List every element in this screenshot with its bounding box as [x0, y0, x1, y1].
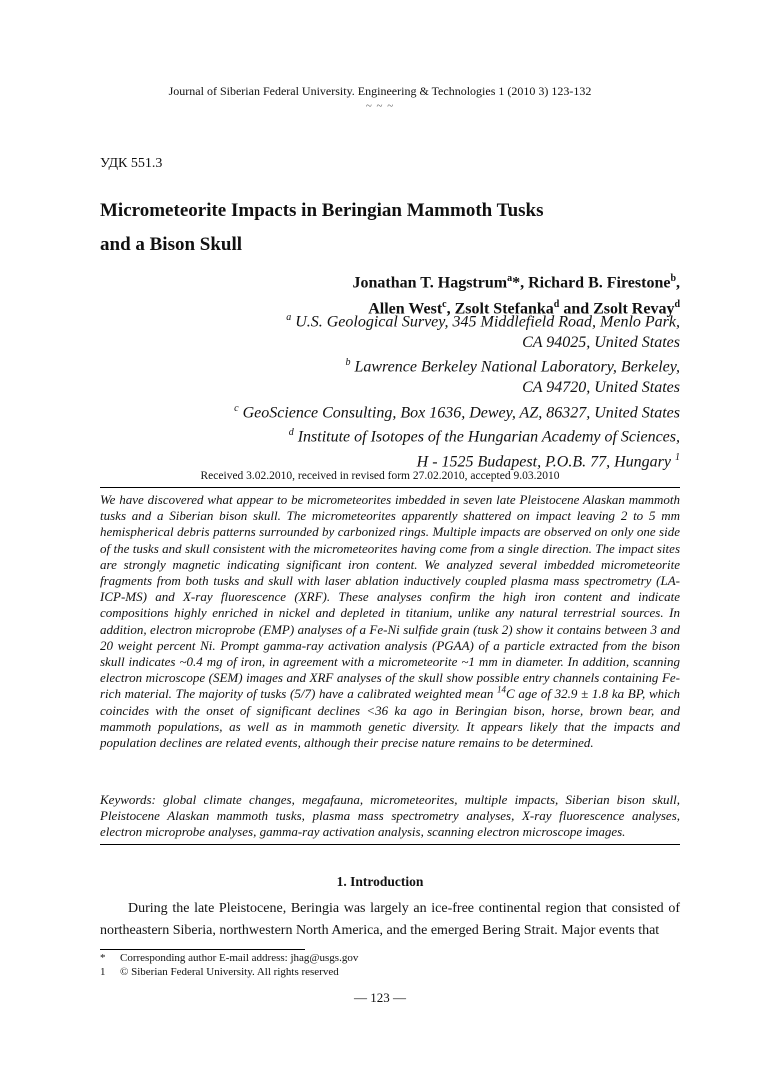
affil-text: Institute of Isotopes of the Hungarian Academy of Sciences, [297, 428, 680, 446]
received-dates: Received 3.02.2010, received in revised form 27.02.2010, accepted 9.03.2010 [200, 470, 560, 482]
affiliation-list [234, 308, 680, 473]
author-separator: , [676, 274, 680, 292]
author-name: Allen West [368, 300, 443, 318]
paper-title [100, 194, 620, 262]
footnote-text: Corresponding author E-mail address: jhag@usgs.gov [120, 952, 359, 964]
page-number: — 123 — [354, 990, 406, 1005]
isotope-sup: 14 [497, 685, 507, 696]
footnote [100, 966, 339, 979]
author-affil-sup: d [674, 299, 680, 311]
author-name: Richard B. Firestone [528, 274, 671, 292]
author-affil-sup: b [670, 273, 676, 284]
footnote-rule [100, 949, 305, 950]
affil-text: U.S. Geological Survey, 345 Middlefield Road, Menlo Park, [295, 313, 680, 331]
author-separator: and [559, 300, 594, 318]
journal-header: Journal of Siberian Federal University. Engineering & Technologies 1 (2010 3) 123-132 [168, 84, 592, 98]
affil-sup: b [345, 357, 351, 369]
affil-sup: a [286, 312, 292, 323]
footnote [100, 952, 358, 965]
abstract-top-rule [100, 487, 680, 488]
affil-text: H - 1525 Budapest, P.O.B. 77, Hungary [416, 453, 671, 471]
author-affil-sup: d [553, 299, 560, 311]
affil-text: Lawrence Berkeley National Laboratory, Berkeley, [354, 358, 680, 376]
header-ornament: ~ ~ ~ [365, 100, 395, 112]
affiliation-a-cont: CA 94025, United States [522, 333, 680, 351]
author-name: Jonathan T. Hagstrum [352, 274, 508, 292]
author-line-1 [353, 268, 680, 294]
abstract-text: We have discovered what appear to be micrometeorites imbedded in seven late Pleistocene Alaskan mammoth tusks and a Siberian bison skull. The micrometeorites apparently shattered on impact leaving 2 to 5 mm hemispherical debris patterns surrounded by carbonized rings. Multiple impacts are observed on only one side of the tusks and skull consistent with the micrometeorites having come from a single direction. The impact sites are strongly magnetic indicating significant iron content. We analyzed several imbedded micrometeorite fragments from both tusks and skull with laser ablation inductively coupled plasma mass spectrometry (LA-ICP-MS) and X-ray fluorescence (XRF). These analyses confirm the high iron content and indicate compositions highly enriched in nickel and depleted in titanium, unlike any natural terrestrial sources. In addition, electron microprobe (EMP) analyses of a Fe-Ni sulfide grain (tusk 2) show it contains between 3 and 20 weight percent Ni. Prompt gamma-ray activation analysis (PGAA) of a particle extracted from the bison skull indicates ~0.4 mg of iron, in agreement with a micrometeorite ~1 mm in diameter. In addition, scanning electron microscope (SEM) images and XRF analyses of the skull show possible entry channels containing Fe-rich material. The majority of tusks (5/7) have a calibrated weighted mean [100, 492, 680, 702]
intro-paragraph: During the late Pleistocene, Beringia was largely an ice-free continental region that consisted of northeastern Siberia, northwestern North America, and the emerged Bering Strait. Major events that [100, 901, 680, 938]
footnote-ref: 1 [675, 452, 680, 464]
corresponding-mark: *, [512, 274, 529, 292]
abstract [100, 492, 680, 751]
title-line-2: and a Bison Skull [100, 234, 243, 255]
affil-sup: c [234, 402, 239, 414]
author-name: Zsolt Revay [593, 300, 675, 318]
affiliation-b [234, 353, 680, 378]
title-line-1: Micrometeorite Impacts in Beringian Mammoth Tusks [100, 200, 544, 221]
footnote-mark: 1 [100, 966, 106, 978]
abstract-bottom-rule [100, 844, 680, 845]
abstract-text: C age of 32.9 ± 1.8 ka BP, which coincides with the onset of significant declines <36 ka ago in Beringian bison, horse, brown bear, and mammoth populations, as well as in mammoth genetic diversity. It appears likely that the impacts and population declines are related events, although their precise nature remains to be determined. [100, 686, 680, 751]
author-separator: , [446, 300, 455, 318]
author-name: Zsolt Stefanka [454, 300, 554, 318]
author-affil-sup: a [507, 273, 513, 284]
affil-sup: d [288, 427, 294, 439]
footnote-text: © Siberian Federal University. All rights reserved [120, 966, 339, 978]
footnote-mark: * [100, 952, 106, 964]
udk-code: УДК 551.3 [100, 156, 163, 171]
affiliation-b-cont: CA 94720, United States [522, 379, 680, 397]
section-heading: 1. Introduction [336, 874, 424, 889]
affil-text: GeoScience Consulting, Box 1636, Dewey, AZ, 86327, United States [242, 403, 680, 421]
keywords: Keywords: global climate changes, megafauna, micrometeorites, multiple impacts, Siberian bison skull, Pleistocene Alaskan mammoth tusks, plasma mass spectrometry analyses, X-ray fluorescence analyses, electron microprobe analyses, gamma-ray activation analysis, scanning electron microscope images. [100, 792, 680, 840]
affiliation-c [234, 399, 680, 424]
affiliation-a [234, 308, 680, 333]
affiliation-d [234, 423, 680, 448]
author-affil-sup: c [442, 299, 447, 311]
